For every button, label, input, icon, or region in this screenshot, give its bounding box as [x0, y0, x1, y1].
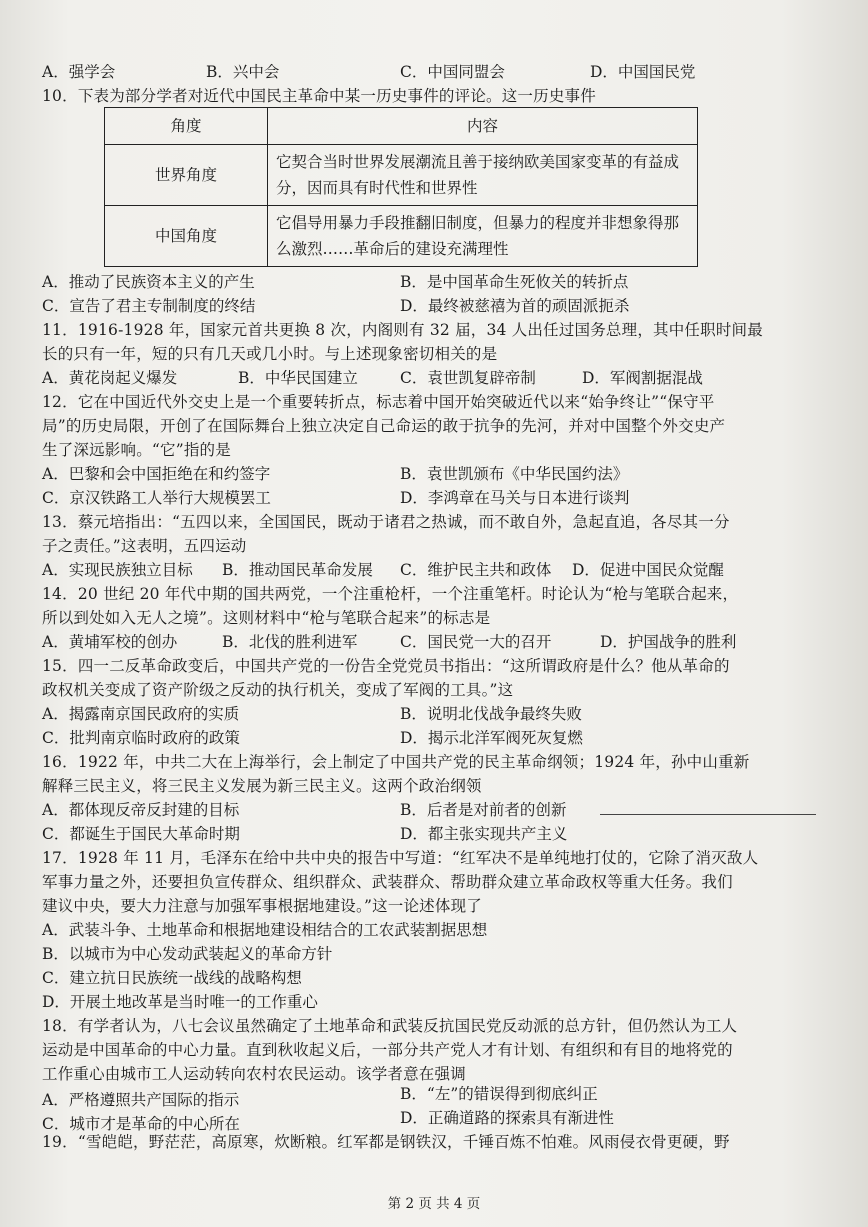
- q10-stem: 10．下表为部分学者对近代中国民主革命中某一历史事件的评论。这一历史事件: [42, 87, 596, 105]
- q18-line2: 运动是中国革命的中心力量。直到秋收起义后，一部分共产党人才有计划、有组织和有目的地将党的: [42, 1041, 733, 1059]
- q12-option-d: D．李鸿章在马关与日本进行谈判: [400, 489, 630, 507]
- table-row2-line1: 它倡导用暴力手段推翻旧制度，但暴力的程度并非想象得那: [276, 214, 680, 232]
- table-header-content: 内容: [268, 108, 698, 145]
- q11-option-b: B．中华民国建立: [238, 369, 358, 387]
- q10-option-c: C．宣告了君主专制制度的终结: [42, 297, 256, 315]
- q12-option-a: A．巴黎和会中国拒绝在和约签字: [42, 465, 271, 483]
- q18-line3: 工作重心由城市工人运动转向农村农民运动。该学者意在强调: [42, 1065, 466, 1083]
- q14-option-c: C．国民党一大的召开: [400, 633, 552, 651]
- q16-option-d: D．都主张实现共产主义: [400, 825, 568, 843]
- table-row2-line2: 么激烈……革命后的建设充满理性: [276, 240, 509, 258]
- q16-line2: 解释三民主义，将三民主义发展为新三民主义。这两个政治纲领: [42, 777, 482, 795]
- q15-option-c: C．批判南京临时政府的政策: [42, 729, 240, 747]
- table-header-angle: 角度: [105, 108, 268, 145]
- q11-option-c: C．袁世凯复辟帝制: [400, 369, 536, 387]
- q9-option-d: D．中国国民党: [590, 63, 696, 81]
- q15-option-a: A．揭露南京国民政府的实质: [42, 705, 240, 723]
- q12-line1: 12．它在中国近代外交史上是一个重要转折点，标志着中国开始突破近代以来“始争终让”“保守平: [42, 393, 715, 411]
- margin-rule: [600, 814, 816, 815]
- table-row1-angle: 世界角度: [105, 145, 268, 206]
- q11-line2: 长的只有一年，短的只有几天或几小时。与上述现象密切相关的是: [42, 345, 498, 363]
- q10-option-a: A．推动了民族资本主义的产生: [42, 273, 255, 291]
- q10-table: [104, 107, 698, 267]
- q17-option-a: A．武装斗争、土地革命和根据地建设相结合的工农武装割据思想: [42, 921, 488, 939]
- q18-option-a: A．严格遵照共产国际的指示: [42, 1091, 240, 1109]
- q10-option-b: B．是中国革命生死攸关的转折点: [400, 273, 629, 291]
- q18-option-b: B．“左”的错误得到彻底纠正: [400, 1085, 598, 1103]
- q11-option-d: D．军阀割据混战: [582, 369, 703, 387]
- table-row2-angle: 中国角度: [105, 206, 268, 267]
- q15-option-d: D．揭示北洋军阀死灰复燃: [400, 729, 583, 747]
- q15-line1: 15．四一二反革命政变后，中国共产党的一份告全党党员书指出：“这所谓政府是什么？他从革命的: [42, 657, 730, 675]
- q13-option-d: D．促进中国民众觉醒: [572, 561, 724, 579]
- q9-option-a: A．强学会: [42, 63, 116, 81]
- q11-line1: 11．1916-1928 年，国家元首共更换 8 次，内阁则有 32 届，34 人出任过国务总理，其中任职时间最: [42, 321, 763, 339]
- q12-option-b: B．袁世凯颁布《中华民国约法》: [400, 465, 629, 483]
- q14-line1: 14．20 世纪 20 年代中期的国共两党，一个注重枪杆，一个注重笔杆。时论认为“枪与笔联合起来，: [42, 585, 739, 603]
- q11-option-a: A．黄花岗起义爆发: [42, 369, 178, 387]
- q14-line2: 所以到处如入无人之境”。这则材料中“枪与笔联合起来”的标志是: [42, 609, 491, 627]
- q17-line3: 建议中央，要大力注意与加强军事根据地建设。”这一论述体现了: [42, 897, 482, 915]
- q9-option-b: B．兴中会: [206, 63, 280, 81]
- q17-option-c: C．建立抗日民族统一战线的战略构想: [42, 969, 302, 987]
- q13-line1: 13．蔡元培指出：“五四以来，全国国民，既动于诸君之热诚，而不敢自外，急起直追，各尽其一分: [42, 513, 730, 531]
- q16-option-a: A．都体现反帝反封建的目标: [42, 801, 240, 819]
- q19-line1: 19．“雪皑皑，野茫茫，高原寒，炊断粮。红军都是钢铁汉，千锤百炼不怕难。风雨侵衣骨更硬，野: [42, 1133, 730, 1151]
- q14-option-a: A．黄埔军校的创办: [42, 633, 178, 651]
- page-number: 第 2 页 共 4 页: [387, 1196, 481, 1212]
- q17-option-d: D．开展土地改革是当时唯一的工作重心: [42, 993, 318, 1011]
- q15-line2: 政权机关变成了资产阶级之反动的执行机关，变成了军阀的工具。”这: [42, 681, 514, 699]
- q14-option-b: B．北伐的胜利进军: [222, 633, 358, 651]
- q12-line2: 局”的历史局限，开创了在国际舞台上独立决定自己命运的敢于抗争的先河，并对中国整个外交史产: [42, 417, 726, 435]
- q17-line2: 军事力量之外，还要担负宣传群众、组织群众、武装群众、帮助群众建立革命政权等重大任务。我们: [42, 873, 733, 891]
- q13-option-b: B．推动国民革命发展: [222, 561, 373, 579]
- q12-line3: 生了深远影响。“它”指的是: [42, 441, 231, 459]
- q13-option-c: C．维护民主共和政体: [400, 561, 552, 579]
- q14-option-d: D．护国战争的胜利: [600, 633, 737, 651]
- q17-option-b: B．以城市为中心发动武装起义的革命方针: [42, 945, 333, 963]
- q13-option-a: A．实现民族独立目标: [42, 561, 193, 579]
- table-row1-line1: 它契合当时世界发展潮流且善于接纳欧美国家变革的有益成: [276, 153, 680, 171]
- q16-option-b: B．后者是对前者的创新: [400, 801, 567, 819]
- q17-line1: 17．1928 年 11 月，毛泽东在给中共中央的报告中写道：“红军决不是单纯地打仗的，它除了消灭敌人: [42, 849, 759, 867]
- q16-option-c: C．都诞生于国民大革命时期: [42, 825, 240, 843]
- q18-line1: 18．有学者认为，八七会议虽然确定了土地革命和武装反抗国民党反动派的总方针，但仍然认为工人: [42, 1017, 738, 1035]
- q16-line1: 16．1922 年，中共二大在上海举行，会上制定了中国共产党的民主革命纲领；1924 年，孙中山重新: [42, 753, 750, 771]
- table-row1-content: [268, 145, 698, 206]
- q15-option-b: B．说明北伐战争最终失败: [400, 705, 582, 723]
- table-row2-content: [268, 206, 698, 267]
- q9-option-c: C．中国同盟会: [400, 63, 505, 81]
- q12-option-c: C．京汉铁路工人举行大规模罢工: [42, 489, 271, 507]
- q18-option-d: D．正确道路的探索具有渐进性: [400, 1109, 614, 1127]
- q18-option-c: C．城市才是革命的中心所在: [42, 1115, 240, 1133]
- q10-option-d: D．最终被慈禧为首的顽固派扼杀: [400, 297, 630, 315]
- q13-line2: 子之责任。”这表明，五四运动: [42, 537, 247, 555]
- table-row1-line2: 分，因而具有时代性和世界性: [276, 179, 478, 197]
